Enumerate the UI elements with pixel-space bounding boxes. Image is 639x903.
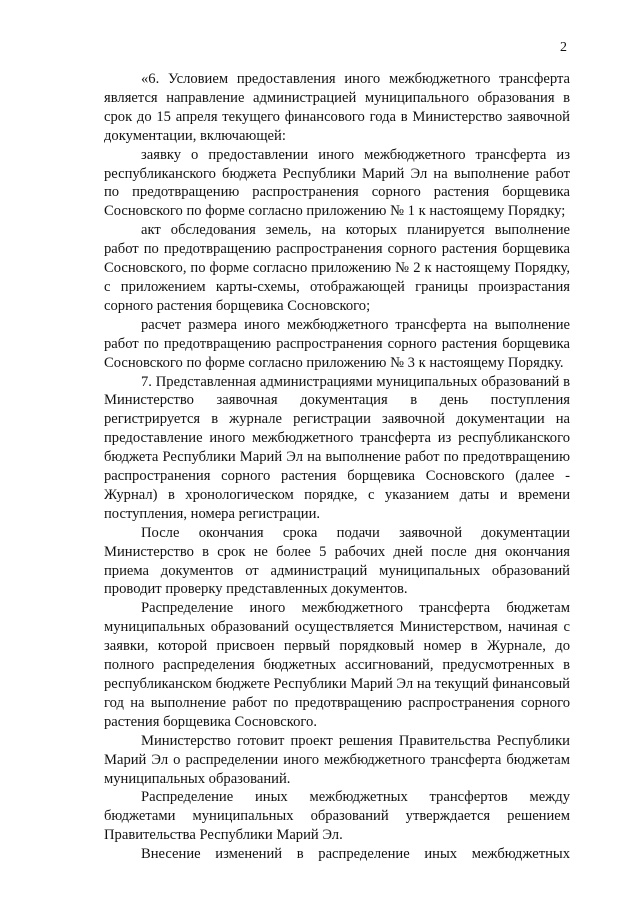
paragraph-amendments: Внесение изменений в распределение иных межбюджетных (141, 846, 570, 863)
paragraph-draft-decision: Министерство готовит проект решения Правительства Республики Марий Эл о распределении иного межбюджетного трансферта бюджетам муниципальных образований. (104, 732, 570, 787)
paragraph-document-check: После окончания срока подачи заявочной документации Министерство в срок не более 5 рабочих дней после дня окончания приема документов от администраций муниципальных образований проводит проверку представленных документов. (104, 524, 570, 598)
document-body (104, 70, 570, 864)
page-number: 2 (560, 40, 567, 55)
paragraph-7: 7. Представленная администрациями муниципальных образований в Министерство заявочная документация в день поступления регистрируется в журнале регистрации заявочной документации на предоставление иного межбюджетного трансферта из республиканского бюджета Республики Марий Эл на выполнение работ по предотвращению распространения сорного растения борщевика Сосновского (далее - Журнал) в хронологическом порядке, с указанием даты и времени поступления, номера регистрации. (104, 373, 570, 522)
paragraph-transfer-distribution: Распределение иного межбюджетного трансферта бюджетам муниципальных образований осуществляется Министерством, начиная с заявки, которой присвоен первый порядковый номер в Журнале, до полного распределения бюджетных ассигнований, предусмотренных в республиканском бюджете Республики Марий Эл на текущий финансовый год на выполнение работ по предотвращению распространения сорного растения борщевика Сосновского. (104, 600, 570, 730)
paragraph-application: заявку о предоставлении иного межбюджетного трансферта из республиканского бюджета Республики Марий Эл на выполнение работ по предотвращению распространения сорного растения борщевика Сосновского по форме согласно приложению № 1 к настоящему Порядку; (104, 146, 570, 220)
paragraph-approval: Распределение иных межбюджетных трансфертов между бюджетами муниципальных образований утверждается решением Правительства Республики Марий Эл. (104, 789, 570, 844)
paragraph-land-survey-act: акт обследования земель, на которых планируется выполнение работ по предотвращению распространения сорного растения борщевика Сосновского, по форме согласно приложению № 2 к настоящему Порядку, с приложением карты-схемы, отображающей границы произрастания сорного растения борщевика Сосновского; (104, 222, 570, 314)
paragraph-6: «6. Условием предоставления иного межбюджетного трансферта является направление администрацией муниципального образования в срок до 15 апреля текущего финансового года в Министерство заявочной документации, включающей: (104, 71, 570, 144)
paragraph-transfer-calculation: расчет размера иного межбюджетного трансферта на выполнение работ по предотвращению распространения сорного растения борщевика Сосновского по форме согласно приложению № 3 к настоящему Порядку. (104, 316, 570, 371)
